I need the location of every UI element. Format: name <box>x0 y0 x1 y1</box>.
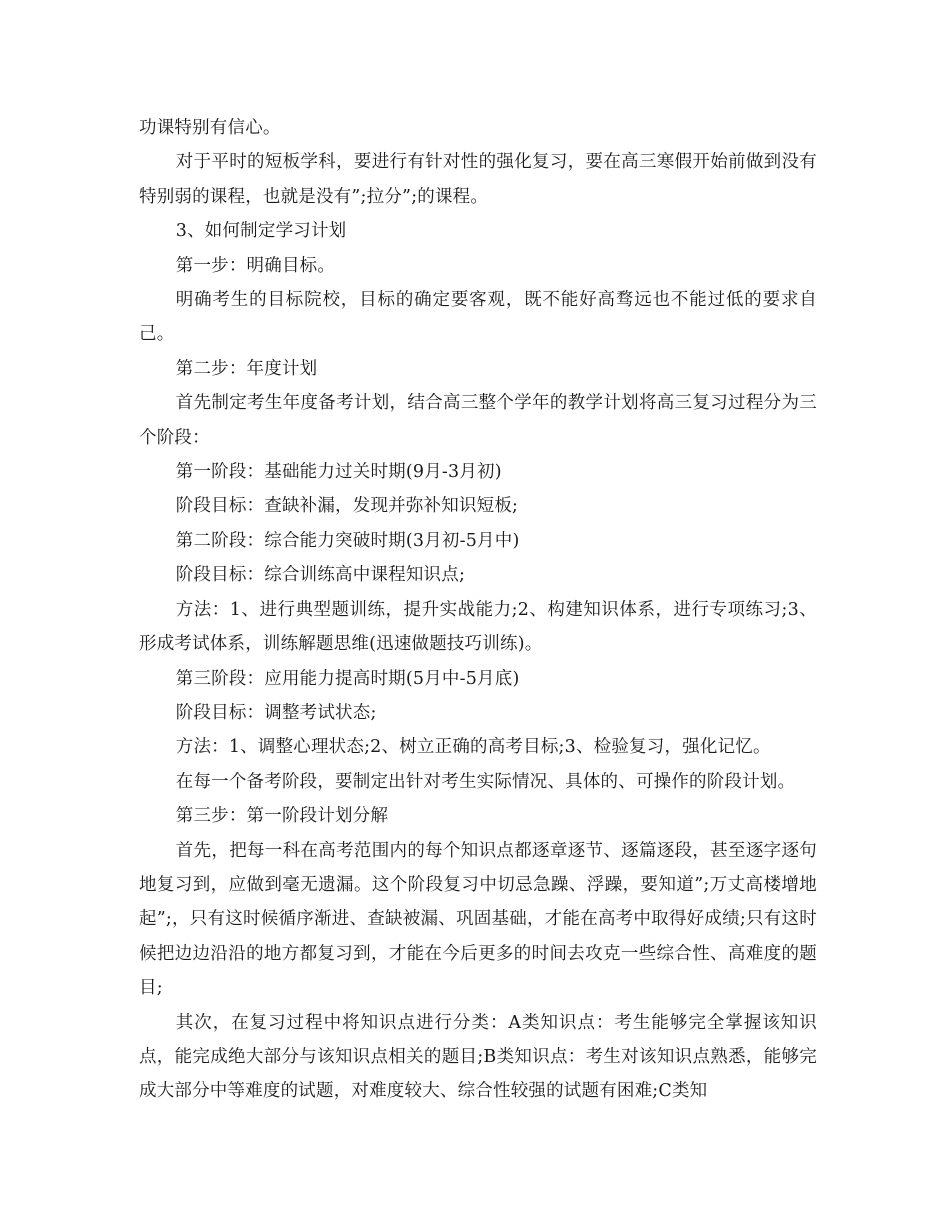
paragraph-2: 对于平时的短板学科，要进行有针对性的强化复习，要在高三寒假开始前做到没有特别弱的课程，也就是没有”;拉分”;的课程。 <box>139 152 817 207</box>
paragraph-1: 功课特别有信心。 <box>139 118 281 138</box>
stage-heading-2: 第二阶段：综合能力突破时期(3月初-5月中) <box>175 530 520 551</box>
stage-goal-3: 阶段目标：调整考试状态; <box>175 702 377 723</box>
stage-method-3: 方法：1、调整心理状态;2、树立正确的高考目标;3、检验复习，强化记忆。 <box>175 737 771 758</box>
paragraph-7: 首先制定考生年度备考计划，结合高三整个学年的教学计划将高三复习过程分为三个阶段： <box>139 393 817 448</box>
paragraph-19: 其次，在复习过程中将知识点进行分类：A类知识点：考生能够完全掌握该知识点，能完成绝大部分与该知识点相关的题目;B类知识点：考生对该知识点熟悉，能够完成大部分中等难度的试题，对难度较大、综合性较强的试题有困难;C类知 <box>139 1012 817 1102</box>
step-heading-2: 第二步：年度计划 <box>175 358 318 379</box>
stage-heading-1: 第一阶段：基础能力过关时期(9月-3月初) <box>175 462 502 483</box>
paragraph-16: 在每一个备考阶段，要制定出针对考生实际情况、具体的、可操作的阶段计划。 <box>175 771 796 792</box>
stage-heading-3: 第三阶段：应用能力提高时期(5月中-5月底) <box>175 668 520 689</box>
step-heading-3: 第三步：第一阶段计划分解 <box>175 806 389 827</box>
document-page <box>139 111 817 1109</box>
stage-goal-1: 阶段目标：查缺补漏，发现并弥补知识短板; <box>175 496 519 517</box>
paragraph-5: 明确考生的目标院校，目标的确定要客观，既不能好高骛远也不能过低的要求自己。 <box>139 290 817 345</box>
step-heading-1: 第一步：明确目标。 <box>175 255 336 276</box>
section-heading: 3、如何制定学习计划 <box>175 221 347 242</box>
stage-goal-2: 阶段目标：综合训练高中课程知识点; <box>175 565 466 586</box>
stage-method-2: 方法：1、进行典型题训练，提升实战能力;2、构建知识体系，进行专项练习;3、形成考试体系，训练解题思维(迅速做题技巧训练)。 <box>139 599 817 655</box>
paragraph-18: 首先，把每一科在高考范围内的每个知识点都逐章逐节、逐篇逐段，甚至逐字逐句地复习到，应做到毫无遗漏。这个阶段复习中切忌急躁、浮躁，要知道”;万丈高楼增地起”;，只有这时候循序渐进、查缺被漏、巩固基础，才能在高考中取得好成绩;只有这时候把边边沿沿的地方都复习到，才能在今后更多的时间去攻克一些综合性、高难度的题目; <box>139 840 817 999</box>
